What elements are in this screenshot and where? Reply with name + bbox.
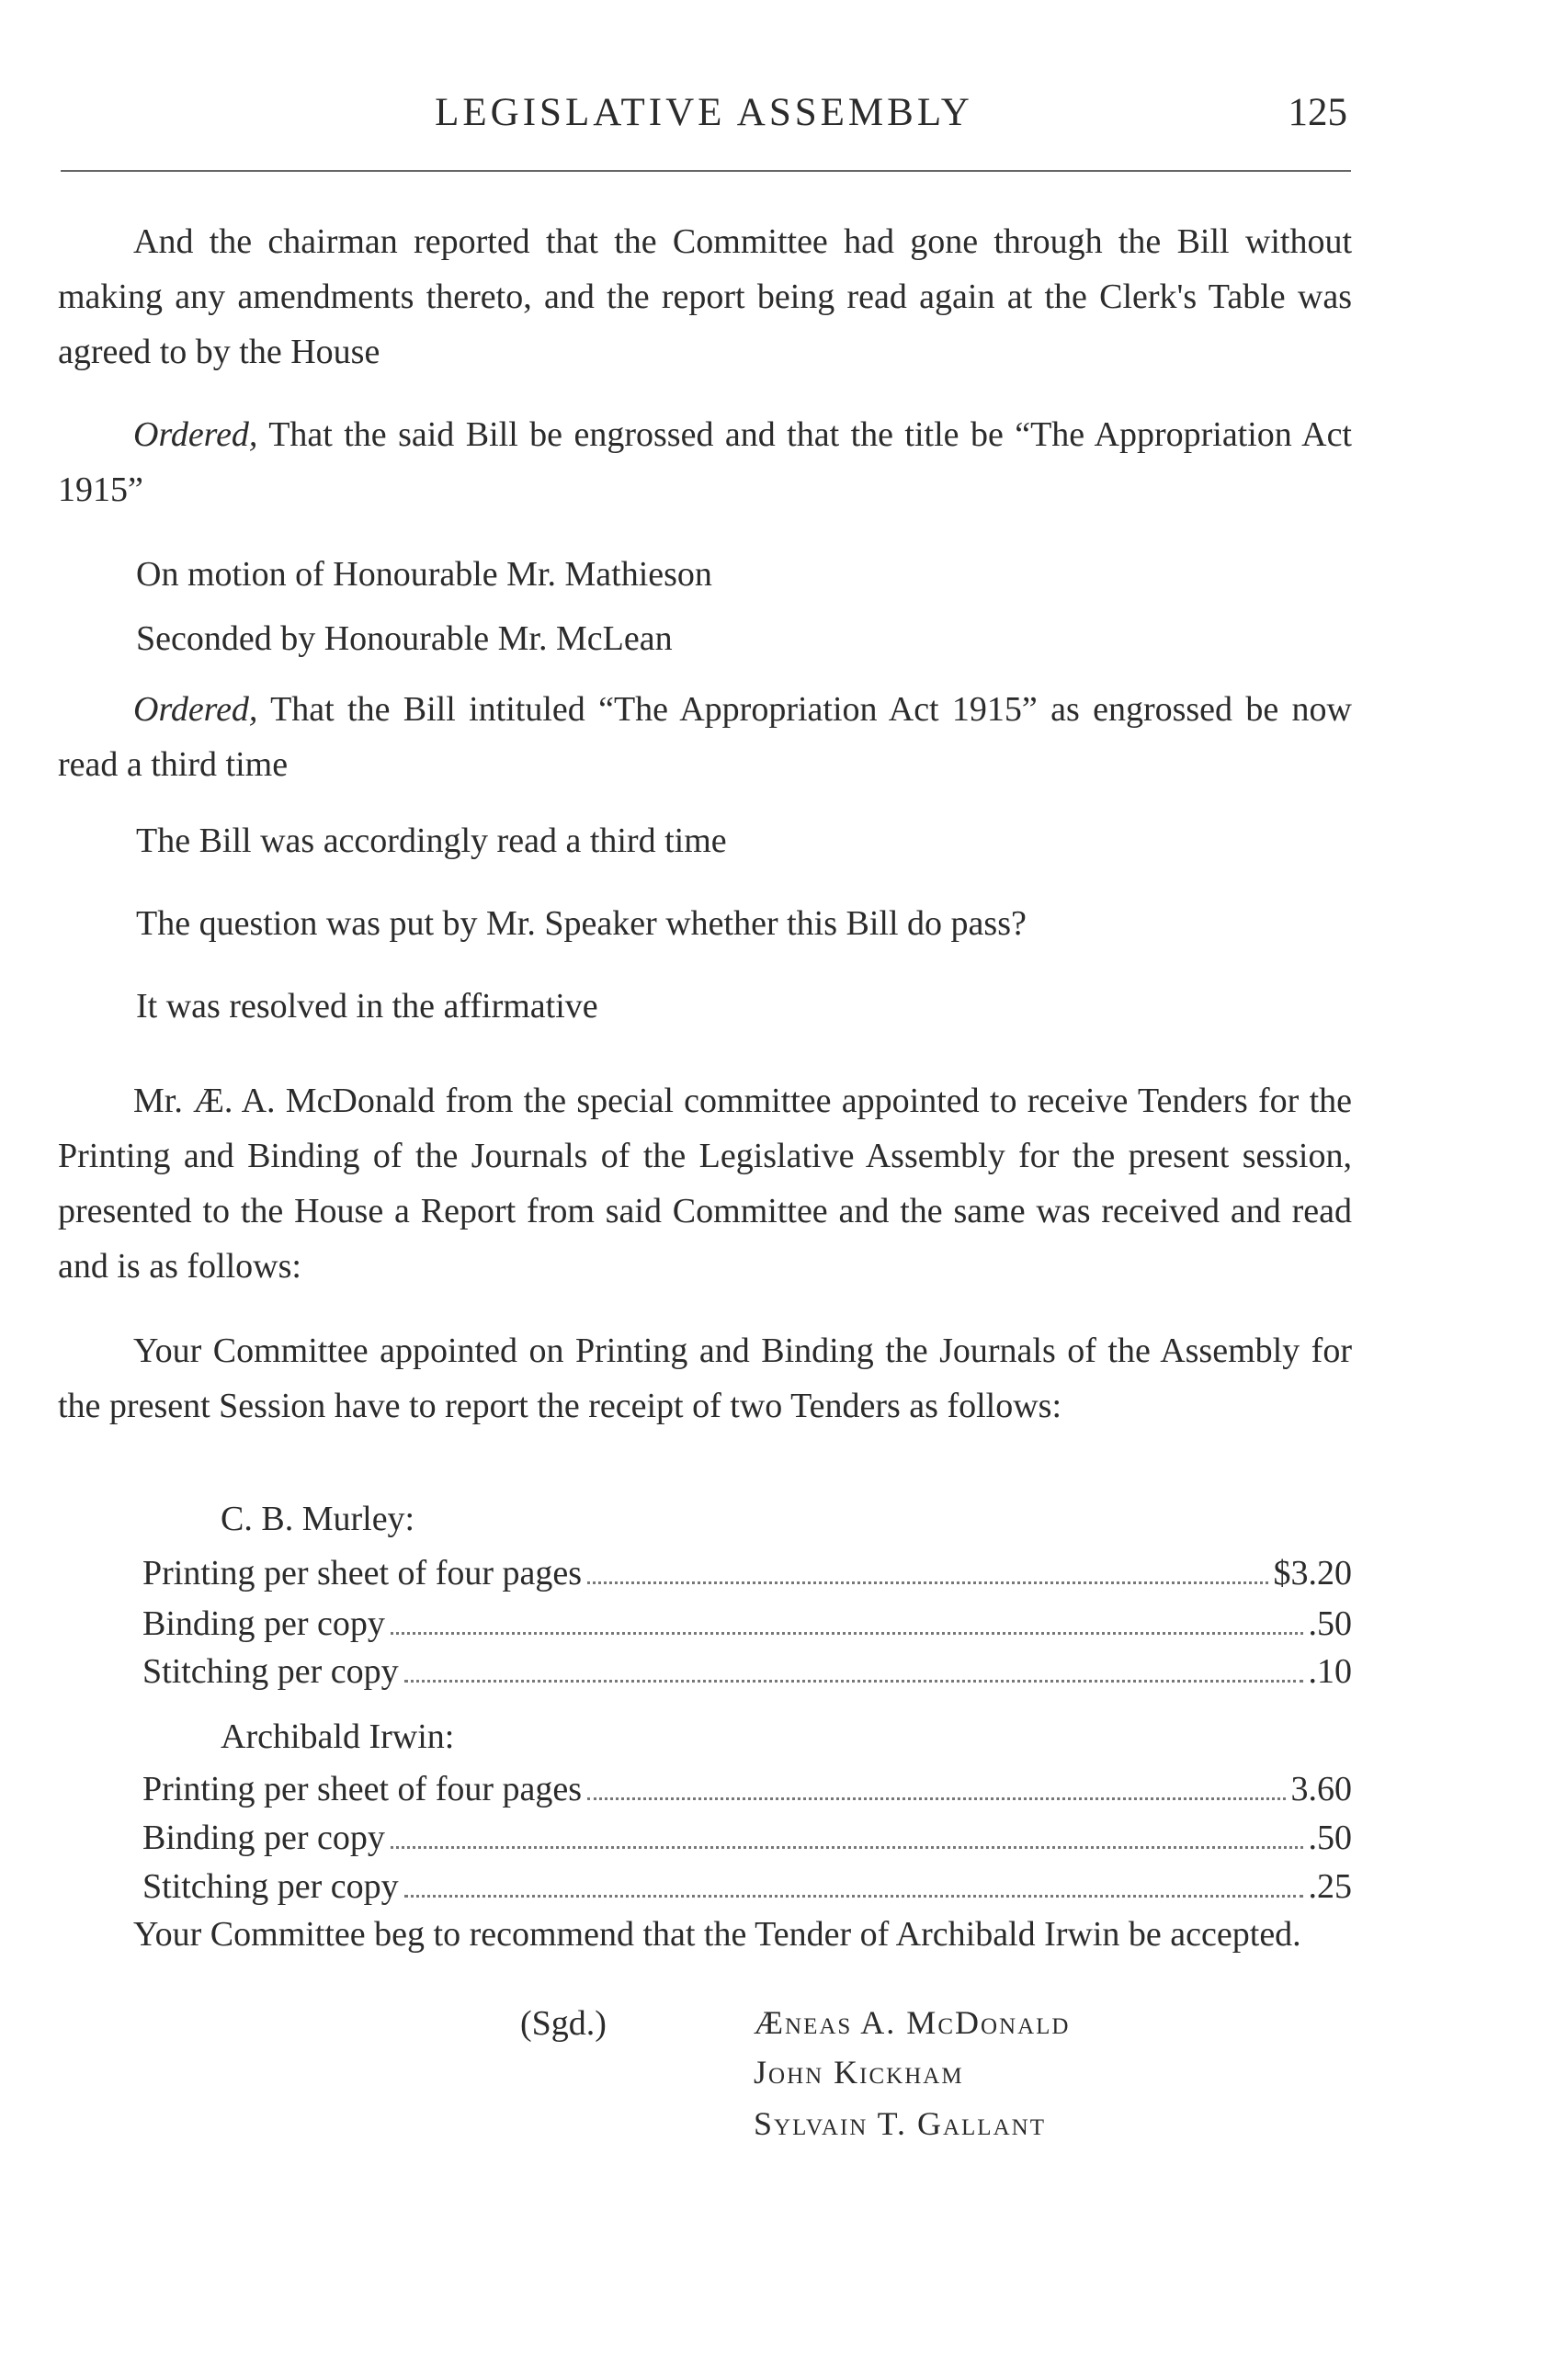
dot-leader — [391, 1631, 1303, 1635]
ordered-third-reading-paragraph — [58, 682, 1352, 792]
tender-item-label: Printing per sheet of four pages — [142, 1770, 583, 1808]
tender-item-row — [142, 1651, 1352, 1697]
motion-line: On motion of Honourable Mr. Mathieson — [136, 555, 712, 594]
page-number: 125 — [1288, 91, 1347, 134]
ordered-engrossed-text: That the said Bill be engrossed and that the title be “The Appropriation Act 1915” — [58, 415, 1352, 509]
tender-item-amount: .50 — [1308, 1819, 1352, 1857]
ordered-label: Ordered, — [133, 415, 258, 454]
tender-item-row — [142, 1769, 1352, 1815]
tender-item-row — [142, 1553, 1352, 1599]
committee-intro-paragraph: Your Committee appointed on Printing and Binding the Journals of the Assembly for the present Session have to report the receipt of two Tenders as follows: — [58, 1332, 1352, 1425]
tender-item-label: Binding per copy — [142, 1604, 385, 1643]
tender-item-amount: .25 — [1308, 1867, 1352, 1906]
dot-leader — [587, 1581, 1267, 1584]
dot-leader — [391, 1845, 1303, 1849]
tender-item-label: Printing per sheet of four pages — [142, 1554, 583, 1592]
tender-item-row — [142, 1866, 1352, 1912]
tender-item-row — [142, 1604, 1352, 1649]
tender-item-label: Stitching per copy — [142, 1867, 399, 1906]
dot-leader — [587, 1796, 1285, 1800]
signer-name: Sylvain T. Gallant — [754, 2105, 1046, 2142]
tender-item-amount: 3.60 — [1290, 1770, 1352, 1808]
third-reading-line: The Bill was accordingly read a third time — [136, 822, 727, 860]
chairman-report-paragraph: And the chairman reported that the Committee had gone through the Bill without making any amendments thereto, and the report being read again at the Clerk's Table was agreed to by the House — [58, 222, 1352, 371]
tender-item-amount: $3.20 — [1273, 1554, 1352, 1592]
header-rule — [61, 170, 1351, 172]
tender-item-amount: .50 — [1308, 1604, 1352, 1643]
tender-item-label: Stitching per copy — [142, 1652, 399, 1691]
ordered-third-reading-text: That the Bill intituled “The Appropriation Act 1915” as engrossed be now read a third time — [58, 690, 1352, 784]
dot-leader — [404, 1894, 1303, 1898]
tender-name-murley: C. B. Murley: — [221, 1500, 415, 1538]
page-header — [61, 90, 1347, 145]
seconded-line: Seconded by Honourable Mr. McLean — [136, 619, 673, 658]
page-title: LEGISLATIVE ASSEMBLY — [435, 91, 973, 134]
mcdonald-report-paragraph: Mr. Æ. A. McDonald from the special committee appointed to receive Tenders for the Printing and Binding of the Journals of the Legislative Assembly for the present session, presented to the House a Report from said Committee and the same was received and read and is as follows: — [58, 1082, 1352, 1286]
ordered-label: Ordered, — [133, 690, 258, 729]
signer-name: Æneas A. McDonald — [754, 2004, 1071, 2041]
signer-name: John Kickham — [754, 2054, 964, 2091]
dot-leader — [404, 1679, 1303, 1683]
tender-name-irwin: Archibald Irwin: — [221, 1717, 455, 1756]
sgd-label: (Sgd.) — [520, 2004, 607, 2043]
ordered-engrossed-paragraph — [58, 407, 1352, 517]
tender-item-label: Binding per copy — [142, 1819, 385, 1857]
question-line: The question was put by Mr. Speaker whether this Bill do pass? — [136, 904, 1027, 943]
recommendation-paragraph: Your Committee beg to recommend that the Tender of Archibald Irwin be accepted. — [133, 1915, 1301, 1954]
resolved-line: It was resolved in the affirmative — [136, 987, 598, 1026]
tender-item-amount: .10 — [1308, 1652, 1352, 1691]
tender-item-row — [142, 1818, 1352, 1864]
